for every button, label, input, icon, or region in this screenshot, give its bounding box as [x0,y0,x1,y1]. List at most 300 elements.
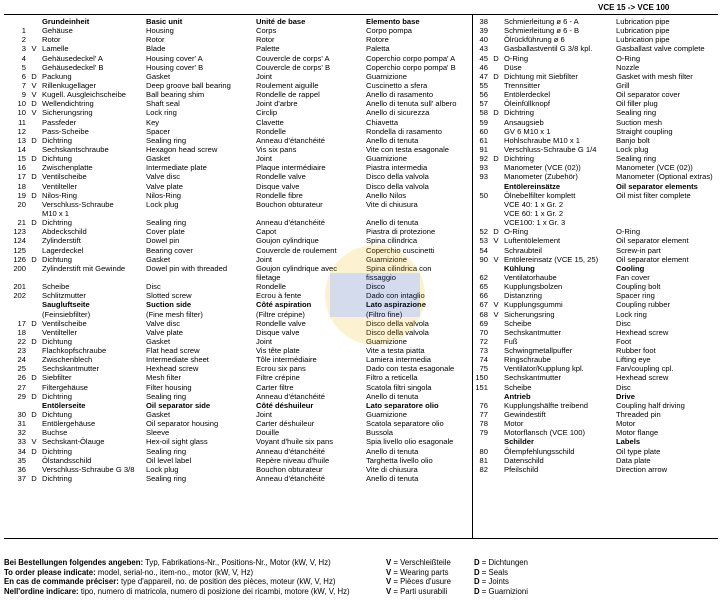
table-row [474,54,718,63]
order-instruction-label: Nell'ordine indicare: [4,586,79,596]
french-name: Circlip [256,108,278,118]
english-name: Sleeve [146,428,170,438]
order-instruction-line [4,558,331,567]
german-name: Nilos-Ring [42,190,78,200]
french-name: Anneau d'étanchéité [256,218,326,228]
english-name: Gasket [146,71,171,81]
french-name: Bouchon obturateur [256,199,323,209]
italian-name: Guarnizione [366,410,407,420]
german-name: Ventilscheibe [42,318,87,328]
table-row [4,163,470,172]
item-number: 9 [21,90,26,100]
part-code: V [493,309,499,319]
item-number: 45 [479,53,488,63]
table-row [4,282,470,291]
italian-name: Chiavetta [366,117,399,127]
table-row [4,364,470,373]
french-name: Douille [256,428,280,438]
table-row [474,227,718,236]
english-name: Rubber foot [616,346,656,356]
item-number: 22 [17,336,26,346]
french-name: Plaque intermédiaire [256,163,326,173]
french-name: Joint [256,410,273,420]
french-name: Voyant d'huile six pans [256,437,334,447]
german-name: Lagerdeckel [42,245,84,255]
item-number: 40 [479,35,488,45]
english-name: Lock plug [616,144,649,154]
part-code: D [31,154,37,164]
german-name: Buchse [42,428,68,438]
table-row [4,310,470,319]
german-name: Gasballastventil G 3/8 kpl. [504,44,593,54]
english-name: Hexagon head screw [146,144,218,154]
german-name: Luftentölelement [504,236,561,246]
english-name: Gasballast valve complete [616,44,705,54]
legend-item [474,587,528,596]
french-name: Joint [256,71,273,81]
table-row [4,218,470,227]
french-name: Rondelle fibre [256,190,303,200]
german-name: Abdeckschild [42,227,87,237]
part-code: V [31,80,37,90]
german-name: Saugluftseite [42,300,90,310]
english-name: Cover plate [146,227,185,237]
table-row [474,465,718,474]
table-row [4,17,470,26]
item-number: 12 [17,126,26,136]
english-name: O-Ring [616,227,641,237]
german-name: Dichtung [42,336,72,346]
french-name: Couvercle de roulement [256,245,337,255]
german-name: Kupplungsgummi [504,300,563,310]
table-row [474,191,718,200]
german-name: Entölereinsätze [504,181,561,191]
german-name: Dichtring [504,108,534,118]
item-number: 93 [479,172,488,182]
part-code: D [31,71,37,81]
french-name: Disque valve [256,327,300,337]
table-row [4,172,470,181]
item-number: 2 [21,35,26,45]
item-number: 93 [479,163,488,173]
italian-name: Corpo pompa [366,26,413,36]
item-number: 61 [479,135,488,145]
italian-name: Bussola [366,428,394,438]
german-name: Distanzring [504,291,542,301]
italian-name: Vite di chiusura [366,464,418,474]
legend-item [474,568,508,577]
german-name: Schmierleitung ø 6 - B [504,26,580,36]
english-name: Ball bearing shim [146,90,205,100]
item-number: 81 [479,455,488,465]
french-name: Rotor [256,35,275,45]
english-name: Coupling half driving [616,400,685,410]
legend-meaning: = Joints [479,577,509,587]
english-name: Gasket [146,254,171,264]
table-row [4,300,470,309]
german-name: Dichtring [42,391,72,401]
item-number: 123 [13,227,26,237]
english-name: Threaded pin [616,410,661,420]
item-number: 74 [479,355,488,365]
english-name: Lubrication pipe [616,26,670,36]
italian-name: Vite a testa piatta [366,346,425,356]
table-row [474,218,718,227]
item-number: 16 [17,163,26,173]
item-number: 36 [17,464,26,474]
table-row [474,236,718,245]
german-name: (Feinsiebfilter) [42,309,91,319]
item-number: 54 [479,245,488,255]
french-name: Anneau d'étanchéité [256,135,326,145]
english-name: Dowel pin [146,236,180,246]
table-row [4,319,470,328]
table-row [474,392,718,401]
part-code: V [31,437,37,447]
table-row [474,127,718,136]
item-number: 52 [479,227,488,237]
item-number: 57 [479,99,488,109]
french-name: Carter déshuileur [256,419,315,429]
item-number: 43 [479,44,488,54]
part-code: D [31,99,37,109]
italian-name: Vite con testa esagonale [366,144,450,154]
german-name: Verschluss-Schraube [42,199,114,209]
english-name: Sealing ring [146,474,187,484]
item-number: 91 [479,144,488,154]
german-name: Schlitzmutter [42,291,86,301]
english-name: Direction arrow [616,464,668,474]
table-row [4,355,470,364]
english-name: Suction mesh [616,117,663,127]
item-number: 39 [479,26,488,36]
item-number: 24 [17,355,26,365]
french-name: Rondelle [256,282,286,292]
german-name: Ölstandsschild [42,455,92,465]
item-number: 53 [479,236,488,246]
legend-item [386,568,448,577]
table-row [4,35,470,44]
german-name: Filtergehäuse [42,382,89,392]
german-name: Sechskant-Ölauge [42,437,105,447]
item-number: 76 [479,400,488,410]
item-number: 72 [479,336,488,346]
table-row [474,328,718,337]
french-name: (Filtre crépine) [256,309,305,319]
english-name: Lubrication pipe [616,35,670,45]
table-row [474,319,718,328]
item-number: 29 [17,391,26,401]
table-row [4,227,470,236]
italian-name: Coperchio corpo pompa' A [366,53,456,63]
french-name: Repère niveau d'huile [256,455,330,465]
item-number: 50 [479,190,488,200]
german-name: Motor [504,419,524,429]
english-name: Motor flange [616,428,659,438]
item-number: 90 [479,254,488,264]
item-number: 3 [21,44,26,54]
german-name: Schilder [504,437,534,447]
item-number: 34 [17,446,26,456]
english-name: Lock plug [146,199,179,209]
part-code: V [31,90,37,100]
english-name: Straight coupling [616,126,673,136]
french-name: Goujon cylindrique [256,236,319,246]
table-row [474,136,718,145]
item-number: 20 [17,199,26,209]
english-name: Shaft seal [146,99,180,109]
german-name: Manometer (VCE (02)) [504,163,581,173]
table-row [4,99,470,108]
order-instruction-label: Bei Bestellungen folgendes angeben: [4,558,144,567]
item-number: 66 [479,291,488,301]
german-name: Ventilator/Kupplung kpl. [504,364,584,374]
italian-name: Disco della valvola [366,327,429,337]
table-row [4,447,470,456]
item-number: 25 [17,364,26,374]
table-row [4,337,470,346]
italian-name: Guarnizione [366,254,407,264]
table-row [4,54,470,63]
order-instruction-text: type d'appareil, no. de position des pièces, moteur (kW, V, Hz) [118,577,336,587]
item-number: 33 [17,437,26,447]
english-name: Gasket [146,410,171,420]
french-name: Anneau d'étanchéité [256,474,326,484]
italian-name: Paletta [366,44,390,54]
legend-meaning: = Parti usurabili [391,586,448,596]
italian-name: Scatola separatore olio [366,419,444,429]
table-row [4,145,470,154]
table-row [4,373,470,382]
item-number: 70 [479,327,488,337]
table-row [474,118,718,127]
english-name: Valve disc [146,172,181,182]
italian-name: Filtro a reticella [366,373,418,383]
part-code: D [31,218,37,228]
italian-name: Lato aspirazione [366,300,426,310]
item-number: 13 [17,135,26,145]
part-code: V [493,254,499,264]
table-row [474,364,718,373]
legend-meaning: = Wearing parts [391,567,449,577]
item-number: 78 [479,419,488,429]
legend-item [474,577,509,586]
german-name: O-Ring [504,227,529,237]
english-name: Oil separator housing [146,419,219,429]
part-code: D [31,336,37,346]
french-name: Disque valve [256,181,300,191]
german-name: Entölereinsatz (VCE 15, 25) [504,254,599,264]
table-row [4,291,470,300]
german-name: Dichtring [504,154,534,164]
french-name: Couvercle de corps' B [256,62,331,72]
item-number: 5 [21,62,26,72]
item-number: 69 [479,318,488,328]
table-row [4,72,470,81]
table-row [474,200,718,209]
german-name: Siebfilter [42,373,72,383]
item-number: 23 [17,346,26,356]
part-code: D [31,190,37,200]
table-row [474,428,718,437]
table-row [4,264,470,273]
left-parts-table [4,17,470,483]
english-name: Nozzle [616,62,640,72]
french-name: Anneau d'étanchéité [256,446,326,456]
french-name: Clavette [256,117,284,127]
german-name: Ventilteller [42,181,78,191]
table-row [474,154,718,163]
english-name: Manometer (VCE (02)) [616,163,693,173]
german-name: Datenschild [504,455,544,465]
english-name: Foot [616,336,632,346]
table-row [4,108,470,117]
german-name: Scheibe [42,282,70,292]
item-number: 10 [17,99,26,109]
order-instruction-text: tipo, numero di matricola, numero di posizione dei ricambi, motore (kW, V, Hz) [78,586,350,596]
german-name: Packung [42,71,72,81]
item-number: 80 [479,446,488,456]
part-code: V [31,44,37,54]
legend-meaning: = Seals [479,567,509,577]
table-row [4,200,470,209]
italian-name: Spina cilindrica con [366,263,432,273]
german-name: Antrieb [504,391,531,401]
table-row [4,328,470,337]
english-name: Fan/coupling cpl. [616,364,674,374]
english-name: Filter housing [146,382,192,392]
order-instruction-line [4,568,253,577]
french-name: Roulement aiguille [256,80,319,90]
english-name: Spacer [146,126,171,136]
german-name: Sechskantmutter [504,373,561,383]
english-name: Nilos-Ring [146,190,182,200]
english-name: Rotor [146,35,165,45]
item-number: 7 [21,80,26,90]
italian-name: (Filtro fine) [366,309,403,319]
english-name: Drive [616,391,635,401]
english-name: Intermediate plate [146,163,207,173]
french-name: Côté aspiration [256,300,312,310]
english-name: Basic unit [146,17,183,26]
english-name: Hexhead screw [616,373,669,383]
table-row [474,291,718,300]
item-number: 68 [479,309,488,319]
german-name: Manometer (Zubehör) [504,172,578,182]
item-number: 32 [17,428,26,438]
item-number: 73 [479,346,488,356]
order-instruction-text: Typ, Fabrikations-Nr., Positions-Nr., Motor (kW, V, Hz) [143,558,331,567]
german-name: Rillenkugellager [42,80,97,90]
item-number: 30 [17,410,26,420]
table-row [474,255,718,264]
table-row [4,81,470,90]
right-parts-table [474,17,718,474]
italian-name: fissaggio [366,272,396,282]
italian-name: Lato separatore olio [366,400,439,410]
german-name: Passfeder [42,117,77,127]
table-row [474,410,718,419]
english-name: Housing [146,26,174,36]
legend-item [386,587,447,596]
french-name: Goujon cylindrique avec [256,263,338,273]
table-row [4,136,470,145]
english-name: Valve plate [146,327,184,337]
italian-name: Spia livello olio esagonale [366,437,454,447]
english-name: Bearing cover [146,245,193,255]
item-number: 10 [17,108,26,118]
table-row [474,44,718,53]
english-name: Valve plate [146,181,184,191]
item-number: 38 [479,17,488,26]
french-name: Joint d'arbre [256,99,298,109]
part-code: D [31,318,37,328]
table-row [4,383,470,392]
german-name: Kühlung [504,263,535,273]
french-name: Ecrou six pans [256,364,306,374]
item-number: 200 [13,263,26,273]
english-name: Housing cover' B [146,62,204,72]
french-name: Joint [256,154,273,164]
legend-meaning: = Guarnizioni [479,586,528,596]
item-number: 17 [17,172,26,182]
model-range-header: VCE 15 -> VCE 100 [598,3,670,12]
english-name: Oil filler plug [616,99,658,109]
english-name: Lubrication pipe [616,17,670,26]
legend-key: V [386,558,392,567]
part-code: D [493,71,499,81]
legend-key: V [386,586,392,596]
german-name: Sechskantschraube [42,144,109,154]
part-code: D [31,254,37,264]
part-code: D [31,410,37,420]
german-name: VCE 40: 1 x Gr. 2 [504,199,564,209]
german-name: Entölerdeckel [504,90,551,100]
english-name: Disc [616,318,631,328]
order-instruction-label: En cas de commande préciser: [4,577,119,587]
table-row [474,63,718,72]
item-number: 77 [479,410,488,420]
table-row [4,410,470,419]
item-number: 65 [479,282,488,292]
german-name: Gewindestift [504,410,546,420]
german-name: Dichtring [42,474,72,484]
german-name: Zylinderstift mit Gewinde [42,263,126,273]
french-name: Rondelle de rappel [256,90,320,100]
german-name: M10 x 1 [42,208,70,218]
english-name: Slotted screw [146,291,192,301]
english-name: Sealing ring [146,135,187,145]
english-name: Oil separator cover [616,90,681,100]
bottom-rule [4,538,718,539]
item-number: 18 [17,181,26,191]
part-code: D [493,227,499,237]
german-name: Dichtung mit Siebfilter [504,71,578,81]
legend-key: D [474,558,480,567]
table-row [4,346,470,355]
table-row [474,26,718,35]
german-name: Rotor [42,35,61,45]
french-name: Côté déshuileur [256,400,314,410]
german-name: Trennsitter [504,80,541,90]
column-divider [472,15,473,538]
french-name: Joint [256,336,273,346]
german-name: Flachkopfschraube [42,346,107,356]
table-row [474,209,718,218]
french-name: Filtre crépine [256,373,300,383]
table-row [474,383,718,392]
english-name: Oil separator elements [616,181,698,191]
